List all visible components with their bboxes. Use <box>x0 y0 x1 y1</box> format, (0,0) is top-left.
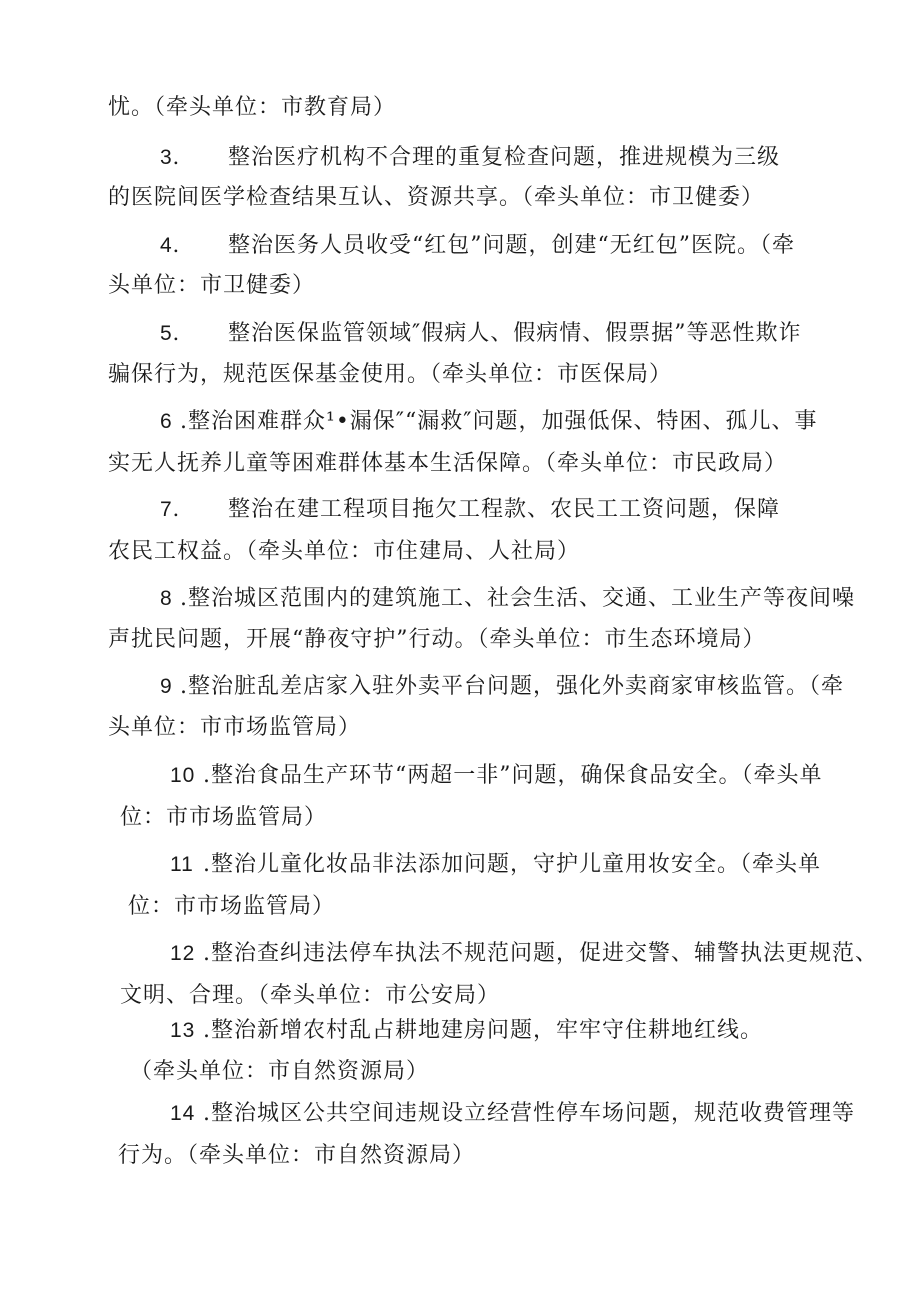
item-10-number: 10 <box>170 764 196 787</box>
item-9-text-cont: 头单位：市市场监管局） <box>108 715 362 740</box>
item-14-number: 14 <box>170 1102 196 1125</box>
item-10-text: .整治食品生产环节“两超一非”问题，确保食品安全。（牵头单 <box>203 763 823 788</box>
item-7-text-cont: 农民工权益。（牵头单位：市住建局、人社局） <box>108 539 581 564</box>
item-6-text: .整治困难群众¹•漏保″“漏救″问题，加强低保、特困、孤儿、事 <box>180 409 818 434</box>
item-6-text-cont: 实无人抚养儿童等困难群体基本生活保障。（牵头单位：市民政局） <box>108 451 788 476</box>
item-10-text-cont: 位：市市场监管局） <box>120 805 328 830</box>
item-12-text: .整治查纠违法停车执法不规范问题，促进交警、辅警执法更规范、 <box>203 941 878 966</box>
item-8-text-cont: 声扰民问题，开展“静夜守护”行动。（牵头单位：市生态环境局） <box>108 627 766 652</box>
item-11-number: 11 <box>170 853 194 876</box>
item-3-number: 3． <box>160 146 195 169</box>
item-12-number: 12 <box>170 942 196 965</box>
item-5-text-cont: 骗保行为，规范医保基金使用。（牵头单位：市医保局） <box>108 362 673 387</box>
item-14-text: .整治城区公共空间违规设立经营性停车场问题，规范收费管理等 <box>203 1101 855 1126</box>
item-11-text: .整治儿童化妆品非法添加问题，守护儿童用妆安全。（牵头单 <box>203 852 821 877</box>
item-14-text-cont: 行为。（牵头单位：市自然资源局） <box>118 1143 476 1168</box>
item-13-text: .整治新增农村乱占耕地建房问题，牢牢守住耕地红线。 <box>203 1018 763 1043</box>
item-4-number: 4． <box>160 234 195 257</box>
item-13-text-cont: （牵头单位：市自然资源局） <box>130 1059 430 1084</box>
item-3-text-cont: 的医院间医学检查结果互认、资源共享。（牵头单位：市卫健委） <box>108 185 765 210</box>
item-11-text-cont: 位：市市场监管局） <box>128 894 336 919</box>
item-6-number: 6 <box>160 410 173 433</box>
item-8-text: .整治城区范围内的建筑施工、社会生活、交通、工业生产等夜间噪 <box>180 586 855 611</box>
item-13-number: 13 <box>170 1019 196 1042</box>
item-12-text-cont: 文明、合理。（牵头单位：市公安局） <box>120 983 501 1008</box>
item-9-text: .整治脏乱差店家入驻外卖平台问题，强化外卖商家审核监管。（牵 <box>180 674 844 699</box>
item-5-text: 整治医保监管领域″假病人、假病情、假票据”等恶性欺诈 <box>228 321 802 346</box>
item-5-number: 5． <box>160 322 195 345</box>
item-4-text-cont: 头单位：市卫健委） <box>108 273 316 298</box>
item-3-text: 整治医疗机构不合理的重复检查问题，推进规模为三级 <box>228 145 781 170</box>
item-7-text: 整治在建工程项目拖欠工程款、农民工工资问题，保障 <box>228 497 781 522</box>
continuation-line: 忧。（牵头单位：市教育局） <box>108 95 397 120</box>
item-9-number: 9 <box>160 675 173 698</box>
item-7-number: 7． <box>160 498 195 521</box>
item-4-text: 整治医务人员收受“红包”问题，创建“无红包”医院。（牵 <box>228 233 795 258</box>
item-8-number: 8 <box>160 587 173 610</box>
